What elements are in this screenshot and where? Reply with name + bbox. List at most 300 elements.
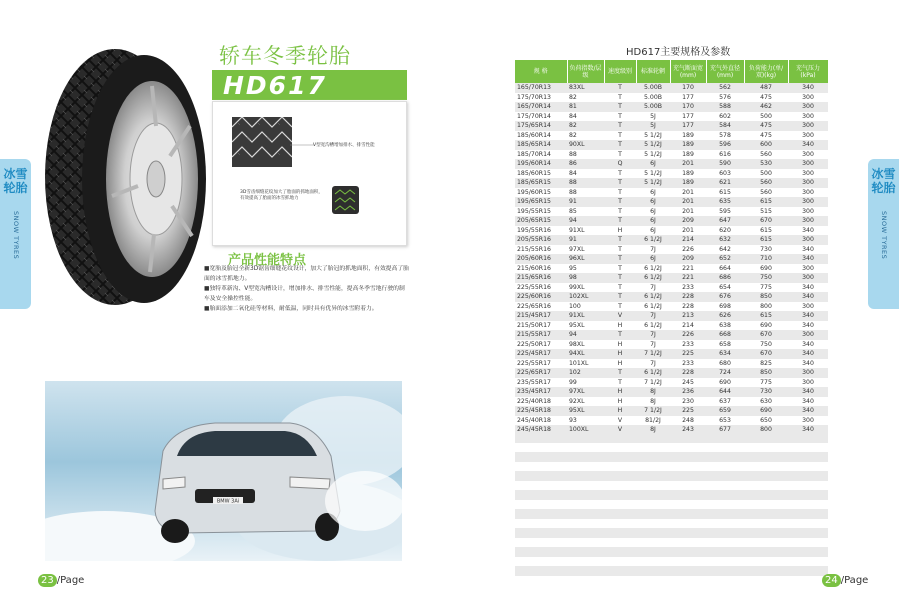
spec-cell: T: [604, 330, 636, 340]
spec-cell: H: [604, 397, 636, 407]
spec-cell: 7 1/2J: [636, 406, 670, 416]
performance-item: ■胎面添加二氧化硅等材料，耐低温，同时具有优异的冰雪附着力。: [204, 306, 378, 312]
spec-cell: V: [604, 311, 636, 321]
spec-cell: 98: [567, 273, 604, 283]
spec-cell: 654: [706, 283, 744, 293]
spec-cell: 800: [744, 302, 788, 312]
spec-cell: 724: [706, 368, 744, 378]
spec-cell: 233: [670, 359, 706, 369]
spec-cell: 243: [670, 425, 706, 435]
spec-cell: T: [604, 292, 636, 302]
spec-cell: 620: [706, 226, 744, 236]
spec-cell: T: [604, 197, 636, 207]
spec-table-row: [515, 207, 828, 217]
spec-cell: V: [604, 425, 636, 435]
spec-cell: 213: [670, 311, 706, 321]
spec-cell: T: [604, 302, 636, 312]
spec-cell: 94: [567, 216, 604, 226]
spec-cell: 205/65R15: [515, 216, 567, 226]
spec-cell: 6 1/2J: [636, 235, 670, 245]
spec-cell: 97XL: [567, 387, 604, 397]
spec-cell: 615: [744, 197, 788, 207]
spec-cell: T: [604, 368, 636, 378]
spec-cell: 603: [706, 169, 744, 179]
spec-cell: 177: [670, 112, 706, 122]
spec-cell: 185/65R14: [515, 140, 567, 150]
spec-cell: 340: [788, 425, 828, 435]
spec-cell: 300: [788, 302, 828, 312]
spec-cell: 650: [744, 416, 788, 426]
spec-cell: 615: [744, 226, 788, 236]
spec-table-row: [515, 302, 828, 312]
spec-cell: 653: [706, 416, 744, 426]
spec-cell: 560: [744, 188, 788, 198]
spec-cell: 189: [670, 169, 706, 179]
annotation-3d-sipe: 3D雪齿细缝花纹加大了胎面的抓地面积，有效提高了胎面的冰雪抓地力: [240, 190, 323, 201]
spec-cell: 225/40R18: [515, 397, 567, 407]
spec-cell: 595: [706, 207, 744, 217]
spec-cell: 84: [567, 112, 604, 122]
spec-table-row: [515, 226, 828, 236]
spec-cell: 214: [670, 235, 706, 245]
side-tab-left: [0, 159, 31, 309]
spec-cell: 214: [670, 321, 706, 331]
spec-cell: 500: [744, 112, 788, 122]
spec-cell: 340: [788, 406, 828, 416]
spec-cell: T: [604, 273, 636, 283]
spec-cell: 560: [744, 178, 788, 188]
spec-cell: 84: [567, 169, 604, 179]
spec-cell: 664: [706, 264, 744, 274]
spec-cell: T: [604, 216, 636, 226]
spec-cell: 99XL: [567, 283, 604, 293]
page-number-value: 23: [38, 574, 57, 587]
spec-cell: 670: [744, 216, 788, 226]
spec-cell: 82: [567, 121, 604, 131]
performance-list: [195, 264, 410, 314]
spec-table-row: [515, 169, 828, 179]
spec-cell: 560: [744, 150, 788, 160]
spec-cell: 185/70R14: [515, 150, 567, 160]
spec-cell: 6J: [636, 188, 670, 198]
performance-title: 产品性能特点: [228, 253, 307, 268]
spec-cell: 6 1/2J: [636, 321, 670, 331]
license-plate-text: BMW 3Ai: [216, 498, 240, 505]
spec-cell: 300: [788, 178, 828, 188]
spec-cell: 215/55R16: [515, 245, 567, 255]
spec-cell: 300: [788, 102, 828, 112]
spec-cell: 690: [706, 378, 744, 388]
spec-table-row: [515, 349, 828, 359]
spec-cell: 7J: [636, 245, 670, 255]
spec-cell: 578: [706, 131, 744, 141]
spec-cell: 670: [744, 349, 788, 359]
spec-cell: 300: [788, 330, 828, 340]
spec-table-row: [515, 321, 828, 331]
spec-cell: T: [604, 254, 636, 264]
spec-cell: 637: [706, 397, 744, 407]
spec-cell: 600: [744, 140, 788, 150]
side-tab-en: SNOW TYRES: [880, 211, 888, 260]
spec-table-row: [515, 397, 828, 407]
spec-header-cell: 规 格: [515, 60, 567, 83]
spec-cell: 590: [706, 159, 744, 169]
spec-cell: 621: [706, 178, 744, 188]
spec-cell: 300: [788, 273, 828, 283]
product-title-cn: 轿车冬季轮胎: [219, 44, 351, 68]
spec-cell: 300: [788, 169, 828, 179]
spec-table-header: [515, 60, 828, 83]
spec-cell: 634: [706, 349, 744, 359]
spec-cell: 177: [670, 93, 706, 103]
spec-cell: 189: [670, 150, 706, 160]
spec-header-cell: 负荷能力(单/双)(kg): [744, 60, 788, 83]
spec-cell: 6 1/2J: [636, 368, 670, 378]
spec-cell: 189: [670, 131, 706, 141]
spec-cell: 201: [670, 226, 706, 236]
spec-cell: T: [604, 188, 636, 198]
spec-cell: 201: [670, 207, 706, 217]
spec-cell: 215/45R17: [515, 311, 567, 321]
spec-cell: 632: [706, 235, 744, 245]
spec-cell: 300: [788, 131, 828, 141]
spec-cell: 5 1/2J: [636, 131, 670, 141]
spec-cell: 175/70R13: [515, 93, 567, 103]
spec-cell: 88: [567, 150, 604, 160]
spec-cell: 340: [788, 254, 828, 264]
spec-cell: 300: [788, 416, 828, 426]
spec-cell: 7J: [636, 340, 670, 350]
spec-cell: 230: [670, 397, 706, 407]
spec-cell: 596: [706, 140, 744, 150]
spec-cell: 340: [788, 359, 828, 369]
spec-cell: 93: [567, 416, 604, 426]
spec-cell: 652: [706, 254, 744, 264]
spec-cell: 5.00B: [636, 83, 670, 93]
spec-cell: 6 1/2J: [636, 292, 670, 302]
spec-cell: 300: [788, 150, 828, 160]
spec-cell: 340: [788, 340, 828, 350]
spec-cell: 91XL: [567, 226, 604, 236]
spec-cell: 236: [670, 387, 706, 397]
spec-cell: 6J: [636, 197, 670, 207]
spec-cell: 221: [670, 264, 706, 274]
spec-cell: 225/45R17: [515, 349, 567, 359]
spec-cell: 584: [706, 121, 744, 131]
page-suffix: /Page: [840, 575, 869, 586]
spec-cell: 205/60R16: [515, 254, 567, 264]
spec-cell: 340: [788, 283, 828, 293]
spec-cell: 5J: [636, 121, 670, 131]
spec-cell: 245/45R18: [515, 425, 567, 435]
spec-cell: 300: [788, 378, 828, 388]
spec-cell: 165/70R14: [515, 102, 567, 112]
spec-cell: T: [604, 112, 636, 122]
spec-cell: 95XL: [567, 406, 604, 416]
spec-table-row: [515, 150, 828, 160]
spec-cell: 101XL: [567, 359, 604, 369]
spec-table-row: [515, 93, 828, 103]
spec-table-row: [515, 311, 828, 321]
spec-cell: 6 1/2J: [636, 273, 670, 283]
spec-cell: T: [604, 235, 636, 245]
spec-table-row: [515, 387, 828, 397]
spec-cell: 81: [567, 102, 604, 112]
spec-cell: 500: [744, 169, 788, 179]
spec-cell: 515: [744, 207, 788, 217]
spec-cell: 233: [670, 340, 706, 350]
side-tab-cn: 冰雪轮胎: [3, 167, 28, 195]
spec-cell: 576: [706, 93, 744, 103]
spec-cell: 475: [744, 121, 788, 131]
spec-cell: 82: [567, 131, 604, 141]
spec-cell: 96XL: [567, 254, 604, 264]
spec-cell: 225/50R17: [515, 340, 567, 350]
spec-table-row: [515, 197, 828, 207]
spec-cell: 225/55R16: [515, 283, 567, 293]
spec-cell: Q: [604, 159, 636, 169]
spec-cell: 615: [744, 311, 788, 321]
spec-cell: 5J: [636, 112, 670, 122]
spec-cell: 300: [788, 207, 828, 217]
spec-cell: 475: [744, 131, 788, 141]
tire-image: [40, 46, 210, 308]
spec-cell: 5 1/2J: [636, 178, 670, 188]
spec-table-row: [515, 112, 828, 122]
spec-table-row: [515, 159, 828, 169]
performance-item: ■独特革新沟、V型宽沟槽设计，增加排水、排雪性能，提高冬季雪地行驶的制车及安全操控性能。: [204, 286, 405, 302]
spec-table-row: [515, 273, 828, 283]
spec-cell: T: [604, 283, 636, 293]
spec-table-row: [515, 131, 828, 141]
spec-cell: 340: [788, 321, 828, 331]
spec-cell: 195/55R15: [515, 207, 567, 217]
spec-cell: 635: [706, 197, 744, 207]
spec-cell: 630: [744, 397, 788, 407]
spec-cell: 225/65R17: [515, 368, 567, 378]
spec-cell: 676: [706, 292, 744, 302]
spec-cell: 100XL: [567, 425, 604, 435]
spec-cell: 6 1/2J: [636, 264, 670, 274]
spec-cell: 642: [706, 245, 744, 255]
spec-table-row: [515, 216, 828, 226]
annotation-v-groove: V型宽沟槽增加排水、排雪性能: [313, 143, 375, 148]
spec-cell: 201: [670, 188, 706, 198]
spec-cell: 85: [567, 207, 604, 217]
side-tab-right: [868, 159, 899, 309]
spec-cell: 177: [670, 121, 706, 131]
spec-cell: 225/60R16: [515, 292, 567, 302]
spec-cell: T: [604, 93, 636, 103]
spec-cell: 530: [744, 159, 788, 169]
spec-table-row: [515, 254, 828, 264]
spec-cell: 562: [706, 83, 744, 93]
spec-cell: 7J: [636, 330, 670, 340]
spec-cell: 659: [706, 406, 744, 416]
spec-cell: H: [604, 387, 636, 397]
spec-table-row: [515, 140, 828, 150]
spec-cell: 300: [788, 159, 828, 169]
spec-cell: 6J: [636, 216, 670, 226]
spec-cell: H: [604, 406, 636, 416]
spec-cell: 647: [706, 216, 744, 226]
spec-header-cell: 标准轮辋: [636, 60, 670, 83]
spec-cell: T: [604, 245, 636, 255]
spec-cell: 6J: [636, 226, 670, 236]
spec-cell: 340: [788, 349, 828, 359]
page-number-value: 24: [822, 574, 841, 587]
spec-cell: 730: [744, 245, 788, 255]
spec-cell: 225/55R17: [515, 359, 567, 369]
spec-cell: 300: [788, 188, 828, 198]
spec-cell: 616: [706, 150, 744, 160]
spec-cell: 475: [744, 93, 788, 103]
spec-cell: 245/40R18: [515, 416, 567, 426]
spec-cell: 690: [744, 406, 788, 416]
spec-table-row: [515, 83, 828, 93]
spec-cell: 195/60R15: [515, 188, 567, 198]
spec-cell: 5 1/2J: [636, 140, 670, 150]
spec-cell: 750: [744, 273, 788, 283]
spec-cell: 487: [744, 83, 788, 93]
spec-cell: 5 1/2J: [636, 150, 670, 160]
side-tab-en: SNOW TYRES: [12, 211, 20, 260]
spec-table-row: [515, 416, 828, 426]
spec-cell: 825: [744, 359, 788, 369]
spec-cell: 189: [670, 140, 706, 150]
spec-cell: 226: [670, 330, 706, 340]
spec-cell: 100: [567, 302, 604, 312]
spec-cell: 170: [670, 83, 706, 93]
spec-cell: 300: [788, 368, 828, 378]
spec-header-cell: 充气外直径(mm): [706, 60, 744, 83]
spec-cell: 215/50R17: [515, 321, 567, 331]
spec-cell: 226: [670, 245, 706, 255]
spec-table: [515, 60, 829, 435]
spec-cell: 775: [744, 283, 788, 293]
spec-cell: 6J: [636, 207, 670, 217]
spec-cell: 201: [670, 159, 706, 169]
spec-cell: 8J: [636, 397, 670, 407]
spec-cell: 340: [788, 292, 828, 302]
spec-cell: 95: [567, 264, 604, 274]
spec-cell: 98XL: [567, 340, 604, 350]
spec-cell: 90XL: [567, 140, 604, 150]
spec-cell: 209: [670, 254, 706, 264]
spec-cell: 300: [788, 197, 828, 207]
tread-closeup-image: [232, 117, 292, 167]
spec-cell: 86: [567, 159, 604, 169]
spec-cell: 668: [706, 330, 744, 340]
spec-cell: 775: [744, 378, 788, 388]
spec-cell: 228: [670, 302, 706, 312]
spec-cell: 588: [706, 102, 744, 112]
spec-cell: 225: [670, 406, 706, 416]
spec-cell: 189: [670, 178, 706, 188]
spec-cell: 185/60R15: [515, 169, 567, 179]
spec-cell: 800: [744, 425, 788, 435]
spec-cell: 94: [567, 330, 604, 340]
spec-header-cell: 速度级别: [604, 60, 636, 83]
spec-cell: 248: [670, 416, 706, 426]
spec-cell: 102XL: [567, 292, 604, 302]
spec-cell: 8J: [636, 387, 670, 397]
spec-cell: 670: [744, 330, 788, 340]
spec-cell: 300: [788, 93, 828, 103]
spec-cell: T: [604, 131, 636, 141]
spec-cell: H: [604, 340, 636, 350]
spec-cell: 300: [788, 112, 828, 122]
spec-cell: T: [604, 140, 636, 150]
spec-cell: 94XL: [567, 349, 604, 359]
side-tab-cn: 冰雪轮胎: [871, 167, 896, 195]
spec-cell: T: [604, 207, 636, 217]
spec-table-row: [515, 340, 828, 350]
spec-cell: 195/65R15: [515, 197, 567, 207]
spec-table-row: [515, 121, 828, 131]
spec-cell: 626: [706, 311, 744, 321]
spec-cell: 300: [788, 264, 828, 274]
page-suffix: /Page: [56, 575, 85, 586]
spec-table-row: [515, 178, 828, 188]
page-number-left: [38, 574, 84, 587]
spec-cell: 91XL: [567, 311, 604, 321]
spec-cell: 195/60R14: [515, 159, 567, 169]
spec-cell: 6J: [636, 159, 670, 169]
spec-cell: 170: [670, 102, 706, 112]
spec-cell: 88: [567, 188, 604, 198]
spec-cell: 225: [670, 349, 706, 359]
spec-cell: T: [604, 378, 636, 388]
page-number-right: [822, 574, 868, 587]
spec-cell: 850: [744, 292, 788, 302]
spec-cell: 92XL: [567, 397, 604, 407]
spec-cell: 730: [744, 387, 788, 397]
model-name: HD617: [223, 71, 327, 100]
spec-cell: 175/70R14: [515, 112, 567, 122]
spec-cell: 710: [744, 254, 788, 264]
spec-cell: H: [604, 359, 636, 369]
spec-table-row: [515, 359, 828, 369]
spec-cell: 462: [744, 102, 788, 112]
spec-cell: 658: [706, 340, 744, 350]
spec-cell: 209: [670, 216, 706, 226]
spec-cell: T: [604, 121, 636, 131]
spec-cell: 225/45R18: [515, 406, 567, 416]
spec-cell: 690: [744, 321, 788, 331]
spec-cell: 6J: [636, 254, 670, 264]
spec-cell: 82: [567, 93, 604, 103]
spec-cell: 677: [706, 425, 744, 435]
spec-cell: 225/65R16: [515, 302, 567, 312]
spec-cell: 81/2J: [636, 416, 670, 426]
spec-cell: 165/70R13: [515, 83, 567, 93]
spec-cell: 7 1/2J: [636, 349, 670, 359]
spec-cell: T: [604, 178, 636, 188]
spec-cell: 88: [567, 178, 604, 188]
spec-cell: 228: [670, 292, 706, 302]
spec-cell: 340: [788, 397, 828, 407]
spec-cell: 340: [788, 387, 828, 397]
spec-cell: 602: [706, 112, 744, 122]
spec-cell: 5.00B: [636, 102, 670, 112]
annotation-line-1: [290, 140, 314, 150]
spec-cell: 300: [788, 216, 828, 226]
spec-header-cell: 充气断面宽(mm): [670, 60, 706, 83]
spec-table-row: [515, 330, 828, 340]
spec-cell: 235/55R17: [515, 378, 567, 388]
spec-cell: 233: [670, 283, 706, 293]
